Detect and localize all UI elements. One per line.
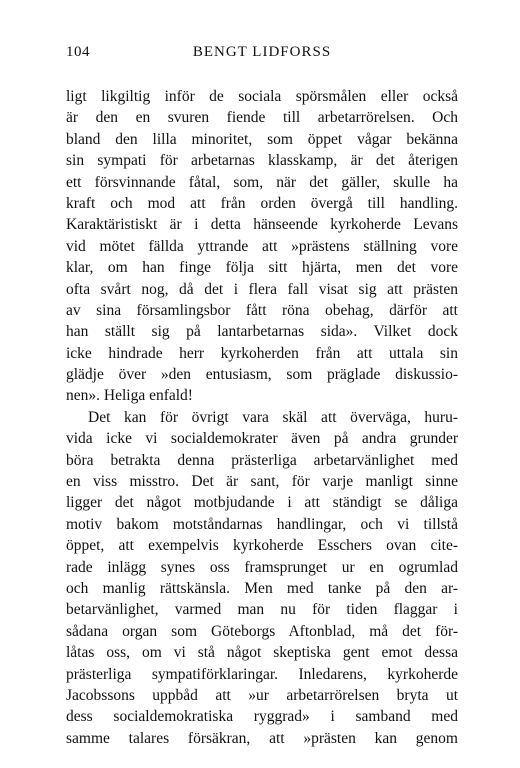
text-line: sin sympati för arbetarnas klasskamp, är det återigen [66, 152, 458, 170]
text-line: är den en svuren fiende till arbetarrörelsen. Och [66, 109, 458, 127]
text-line: vid mötet fällda yttrande att »prästens ställning vore [66, 237, 458, 255]
running-head [66, 44, 458, 64]
text-line: rade inlägg synes oss framsprunget ur en ogrumlad [66, 558, 458, 576]
text-line: av sina församlingsbor fått röna obehag, därför att [66, 301, 458, 319]
page-number: 104 [66, 44, 90, 60]
text-line: Karaktäristiskt är i detta hänseende kyrkoherde Levans [66, 216, 458, 234]
text-line: motiv bakom motståndarnas handlingar, och vi tillstå [66, 515, 458, 533]
text-line: kraft och mod att från orden övergå till handling. [66, 194, 458, 212]
text-line: bland den lilla minoritet, som öppet vågar bekänna [66, 130, 458, 148]
text-line: och manlig rättskänsla. Men med tanke på den ar- [66, 579, 458, 597]
text-line: ofta svårt nog, då det i flera fall visat sig att prästen [66, 280, 458, 298]
text-line: sådana organ som Göteborgs Aftonblad, må det för- [66, 622, 458, 640]
text-line: nen». Heliga enfald! [66, 387, 193, 405]
text-line: klar, om han finge följa sitt hjärta, men det vore [66, 259, 458, 277]
text-line: icke hindrade herr kyrkoherden från att uttala sin [66, 344, 458, 362]
text-line: samme talares försäkran, att »prästen kan genom [66, 729, 458, 747]
text-line: en viss misstro. Det är sant, för varje manligt sinne [66, 473, 458, 491]
text-line: Det kan för övrigt vara skäl att överväga, huru- [88, 408, 458, 426]
text-line: Jacobssons uppbåd att »ur arbetarrörelsen bryta ut [66, 686, 458, 704]
text-line: ligt likgiltig inför de sociala spörsmålen eller också [66, 88, 458, 105]
text-line: betarvänlighet, varmed man nu för tiden flaggar i [66, 601, 458, 619]
text-line: böra betrakta denna prästerliga arbetarvänlighet med [66, 451, 458, 469]
text-line: han ställt sig på lantarbetarnas sida». Vilket dock [66, 323, 458, 341]
text-line: prästerliga sympatiförklaringar. Inledarens, kyrkoherde [66, 665, 458, 683]
text-line: låtas oss, om vi stå något skeptiska gent emot dessa [66, 644, 458, 662]
text-line: öppet, att exempelvis kyrkoherde Esschers ovan cite- [66, 537, 458, 555]
body-text [66, 86, 458, 749]
text-line: dess socialdemokratiska ryggrad» i samband med [66, 708, 458, 726]
text-line: ligger det något motbjudande i att ständigt se dåliga [66, 494, 458, 512]
text-line: vida icke vi socialdemokrater även på andra grunder [66, 430, 458, 448]
text-line: ett försvinnande fåtal, som, när det gäller, skulle ha [66, 173, 458, 191]
text-line: glädje över »den entusiasm, som präglade diskussio- [66, 366, 458, 384]
running-title: BENGT LIDFORSS [192, 44, 332, 60]
